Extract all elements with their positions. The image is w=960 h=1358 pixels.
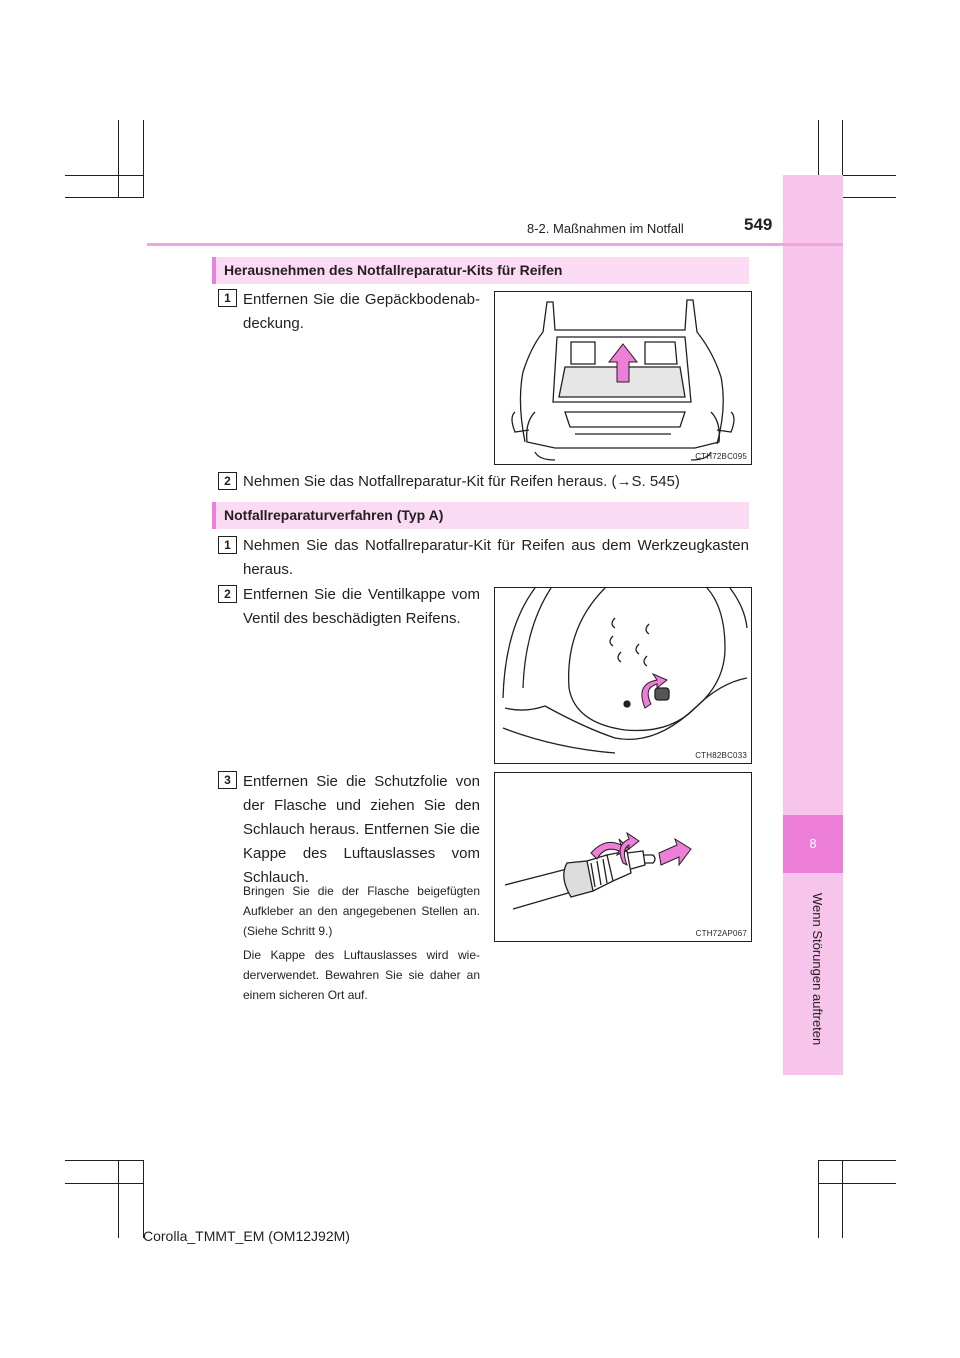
- step-number: 3: [218, 771, 237, 789]
- crop-mark: [65, 1160, 143, 1161]
- chapter-side-tab: [783, 175, 843, 1075]
- figure-code: CTH82BC033: [695, 751, 747, 760]
- crop-mark: [842, 1160, 843, 1238]
- chapter-title: Wenn Störungen auftreten: [810, 893, 825, 1046]
- section-heading-title: Herausnehmen des Notfallreparatur-Kits für Reifen: [224, 262, 563, 278]
- chapter-number: 8: [809, 836, 817, 851]
- figure-tire-valve: [494, 587, 752, 764]
- step-number: 2: [218, 585, 237, 603]
- section-reference: 8-2. Maßnahmen im Notfall: [527, 221, 684, 236]
- step-text: Nehmen Sie das Notfallreparatur-Kit für Reifen aus dem Werkzeugkasten heraus.: [243, 537, 749, 578]
- header-rule: [147, 243, 843, 246]
- step-text: Entfernen Sie die Ventilkappe vom Ventil des beschädigten Reifens.: [243, 586, 480, 627]
- step-note: Die Kappe des Luftauslasses wird wiederverwendet. Bewahren Sie sie daher an einem sicheren Ort auf.: [243, 948, 480, 1002]
- figure-car-trunk: [494, 291, 752, 465]
- crop-mark: [65, 1183, 143, 1184]
- step-number: 1: [218, 536, 237, 554]
- crop-mark: [143, 120, 144, 198]
- step-text: Nehmen Sie das Notfallreparatur-Kit für Reifen heraus. (→S. 545): [243, 473, 680, 490]
- car-trunk-lift-arrow-icon: [495, 292, 751, 464]
- crop-mark: [65, 175, 143, 176]
- crop-mark: [65, 197, 143, 198]
- crop-mark: [143, 1160, 144, 1238]
- crop-mark: [818, 1183, 896, 1184]
- section-heading-bar: [212, 502, 216, 529]
- crop-mark: [818, 1160, 896, 1161]
- hose-cap-removal-icon: [495, 773, 751, 941]
- step-note: Bringen Sie die der Flasche beigefügten Aufkleber an den angegebenen Stellen an. (Siehe Schritt 9.): [243, 884, 480, 938]
- page-number: 549: [744, 215, 773, 234]
- section-heading-title: Notfallreparaturverfahren (Typ A): [224, 507, 444, 523]
- step-text: Entfernen Sie die Gepäckbodenabdeckung.: [243, 291, 480, 332]
- section-heading-bar: [212, 257, 216, 284]
- figure-hose-cap: [494, 772, 752, 942]
- tire-valve-cap-icon: [495, 588, 751, 763]
- step-number: 1: [218, 289, 237, 307]
- figure-code: CTH72BC095: [695, 452, 747, 461]
- crop-mark: [118, 120, 119, 198]
- footer-document-id: Corolla_TMMT_EM (OM12J92M): [143, 1228, 350, 1244]
- step-number: 2: [218, 472, 237, 490]
- section-heading: [212, 502, 749, 529]
- section-heading: [212, 257, 749, 284]
- step-text: Entfernen Sie die Schutzfolie von der Flasche und ziehen Sie den Schlauch heraus. Entfernen Sie die Kappe des Luftauslasses vom Schlauch.: [243, 773, 480, 886]
- figure-code: CTH72AP067: [695, 929, 747, 938]
- crop-mark: [818, 1160, 819, 1238]
- crop-mark: [118, 1160, 119, 1238]
